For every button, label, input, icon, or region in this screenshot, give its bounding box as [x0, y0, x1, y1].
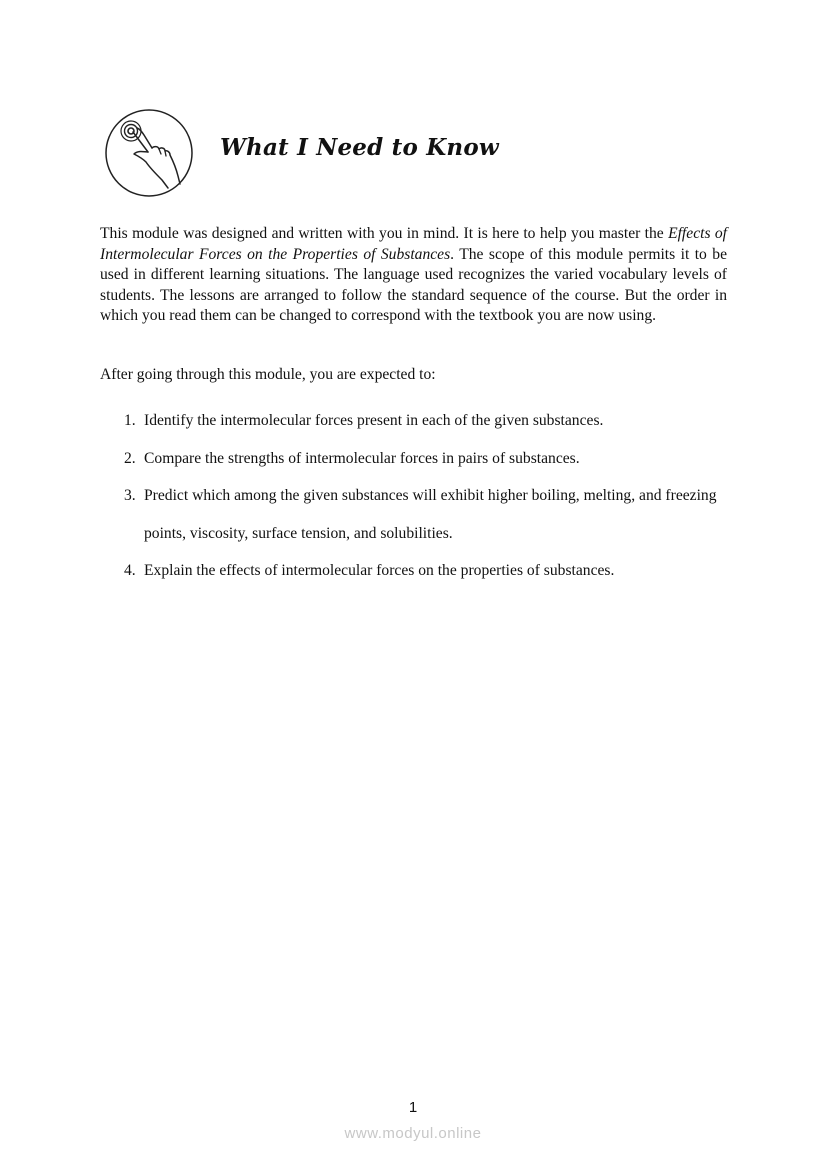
objective-text: Explain the effects of intermolecular forces on the properties of substances. [144, 562, 615, 579]
objective-number: 3. [124, 487, 136, 504]
objective-item [124, 552, 734, 590]
objective-item [124, 402, 734, 440]
page-number: 1 [408, 1099, 418, 1116]
objective-number: 4. [124, 562, 136, 579]
objective-item [124, 477, 734, 552]
objective-text: Compare the strengths of intermolecular forces in pairs of substances. [144, 449, 580, 467]
intro-text-end: . The scope of this module permits it to be used in different learning situations. The language used recognizes the varied vocabulary levels of students. The lessons are arranged to follow the standard sequence of the course. But the order in which you read them can be changed to correspond with the textbook you are now using. [100, 245, 727, 325]
pointing-hand-touch-icon [104, 108, 194, 198]
intro-paragraph [100, 224, 727, 327]
objective-text: Identify the intermolecular forces present in each of the given substances. [144, 412, 604, 429]
objective-text: Predict which among the given substances will exhibit higher boiling, melting, and freezing points, viscosity, surface tension, and solubilities. [144, 487, 717, 542]
section-title: What I Need to Know [220, 134, 499, 161]
objective-number: 1. [124, 412, 136, 429]
intro-text-start: This module was designed and written with you in mind. It is here to help you master the [100, 225, 669, 242]
module-title-emphasis: Effects of Intermolecular Forces on the Properties of Substances [100, 225, 727, 263]
watermark: www.modyul.online [344, 1125, 482, 1142]
objectives-list [124, 402, 734, 590]
objective-item [124, 440, 734, 478]
objectives-lead: After going through this module, you are expected to: [100, 366, 436, 383]
objective-number: 2. [124, 449, 136, 467]
